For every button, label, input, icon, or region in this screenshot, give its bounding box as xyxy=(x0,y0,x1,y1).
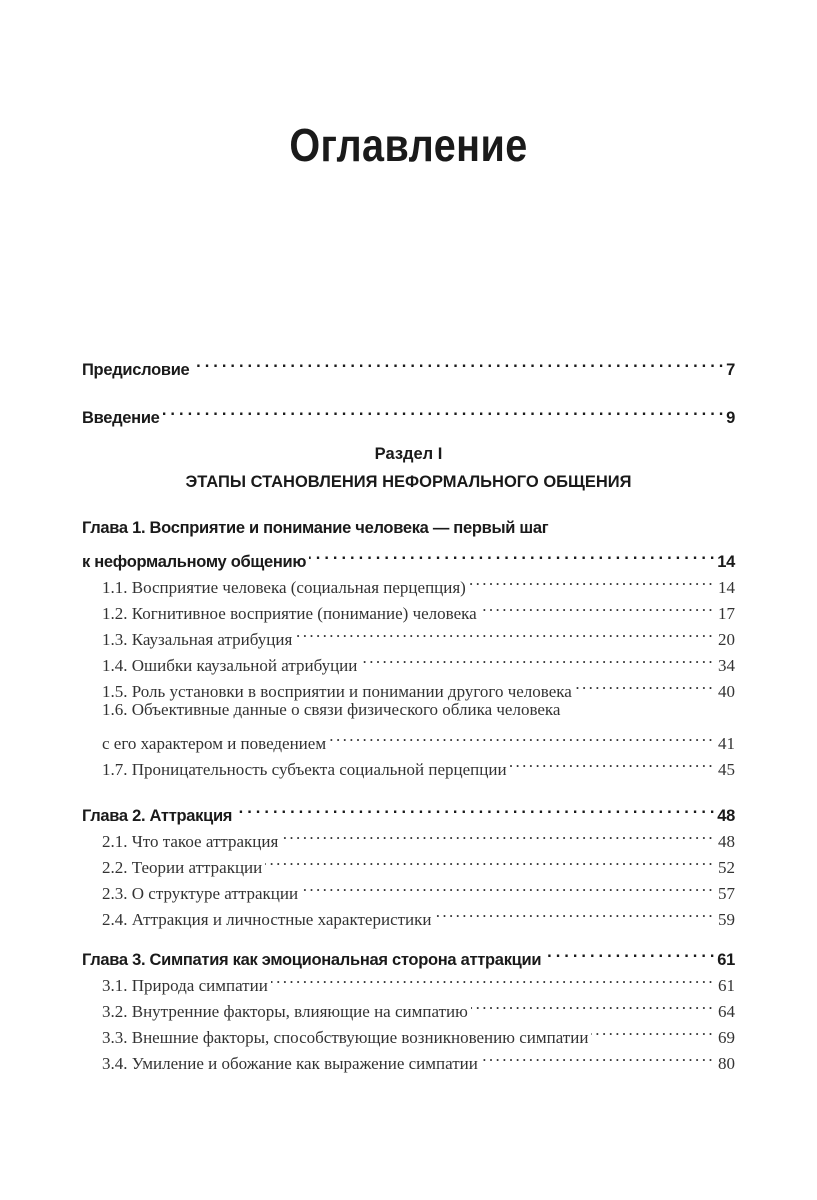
dot-leader xyxy=(481,1043,715,1069)
dot-leader xyxy=(192,349,723,375)
entry-page: 61 xyxy=(717,951,735,969)
dot-leader xyxy=(301,873,715,899)
dot-leader xyxy=(163,397,724,423)
entry-page: 20 xyxy=(718,630,735,649)
entry-page: 40 xyxy=(718,682,735,701)
entry-title: 2.4. Аттракция и личностные характеристики xyxy=(102,910,432,929)
entry-title: к неформальному общению xyxy=(82,553,307,571)
toc-chapter-entry[interactable] xyxy=(82,795,735,825)
entry-title-line1: 1.6. Объективные данные о связи физического облика человека xyxy=(102,700,561,719)
entry-page: 9 xyxy=(726,409,735,427)
toc-front-intro[interactable] xyxy=(82,397,735,427)
entry-title: 1.1. Восприятие человека (социальная перцепция) xyxy=(102,578,466,597)
entry-title-line1: Глава 1. Восприятие и понимание человека — первый шаг xyxy=(82,519,549,537)
dot-leader xyxy=(469,567,715,593)
entry-page: 52 xyxy=(718,858,735,877)
entry-title: 3.2. Внутренние факторы, влияющие на симпатию xyxy=(102,1002,468,1021)
entry-page: 48 xyxy=(717,807,735,825)
toc-front-preface[interactable] xyxy=(82,349,735,379)
entry-page: 59 xyxy=(718,910,735,929)
entry-title: Введение xyxy=(82,409,160,427)
toc-chapter-entry[interactable] xyxy=(82,515,735,571)
section-heading xyxy=(82,440,735,496)
entry-page: 61 xyxy=(718,976,735,995)
page-title: Оглавление xyxy=(289,119,528,171)
entry-title: 3.1. Природа симпатии xyxy=(102,976,268,995)
dot-leader xyxy=(575,671,715,697)
toc-chapters xyxy=(82,515,735,1073)
dot-leader xyxy=(480,593,715,619)
section-name: ЭТАПЫ СТАНОВЛЕНИЯ НЕФОРМАЛЬНОГО ОБЩЕНИЯ xyxy=(185,473,632,491)
dot-leader xyxy=(329,723,715,749)
entry-page: 14 xyxy=(718,578,735,597)
dot-leader xyxy=(435,899,715,925)
entry-page: 14 xyxy=(717,553,735,571)
entry-title: 2.3. О структуре аттракции xyxy=(102,884,299,903)
entry-title: 2.1. Что такое аттракция xyxy=(102,832,279,851)
entry-title: с его характером и поведением xyxy=(102,734,327,753)
entry-page: 34 xyxy=(718,656,735,675)
entry-title: 1.2. Когнитивное восприятие (понимание) человека xyxy=(102,604,477,623)
entry-page: 48 xyxy=(718,832,735,851)
entry-page: 64 xyxy=(718,1002,735,1021)
dot-leader xyxy=(271,965,715,991)
entry-page: 57 xyxy=(718,884,735,903)
dot-leader xyxy=(471,991,715,1017)
dot-leader xyxy=(591,1017,715,1043)
section-label: Раздел I xyxy=(374,445,443,463)
entry-title: 2.2. Теории аттракции xyxy=(102,858,263,877)
chapter-block xyxy=(82,795,735,929)
entry-page: 69 xyxy=(718,1028,735,1047)
toc-section-entry[interactable] xyxy=(82,697,735,753)
entry-page: 41 xyxy=(718,734,735,753)
entry-page: 80 xyxy=(718,1054,735,1073)
dot-leader xyxy=(265,847,715,873)
toc-chapter-entry[interactable] xyxy=(82,939,735,969)
entry-title: Предисловие xyxy=(82,361,190,379)
entry-page: 45 xyxy=(718,760,735,779)
dot-leader xyxy=(360,645,715,671)
entry-page: 7 xyxy=(726,361,735,379)
entry-title: Глава 3. Симпатия как эмоциональная сторона аттракции xyxy=(82,951,542,969)
dot-leader xyxy=(295,619,715,645)
entry-title: Глава 2. Аттракция xyxy=(82,807,233,825)
dot-leader xyxy=(309,541,714,567)
chapter-block xyxy=(82,515,735,779)
dot-leader xyxy=(235,795,714,821)
chapter-block xyxy=(82,939,735,1073)
dot-leader xyxy=(281,821,715,847)
entry-title: 3.3. Внешние факторы, способствующие возникновению симпатии xyxy=(102,1028,589,1047)
entry-title: 1.5. Роль установки в восприятии и понимании другого человека xyxy=(102,682,572,701)
dot-leader xyxy=(544,939,714,965)
entry-title: 1.4. Ошибки каузальной атрибуции xyxy=(102,656,358,675)
entry-title: 3.4. Умиление и обожание как выражение симпатии xyxy=(102,1054,478,1073)
entry-page: 17 xyxy=(718,604,735,623)
dot-leader xyxy=(510,749,715,775)
entry-title: 1.7. Проницательность субъекта социальной перцепции xyxy=(102,760,507,779)
entry-title: 1.3. Каузальная атрибуция xyxy=(102,630,293,649)
